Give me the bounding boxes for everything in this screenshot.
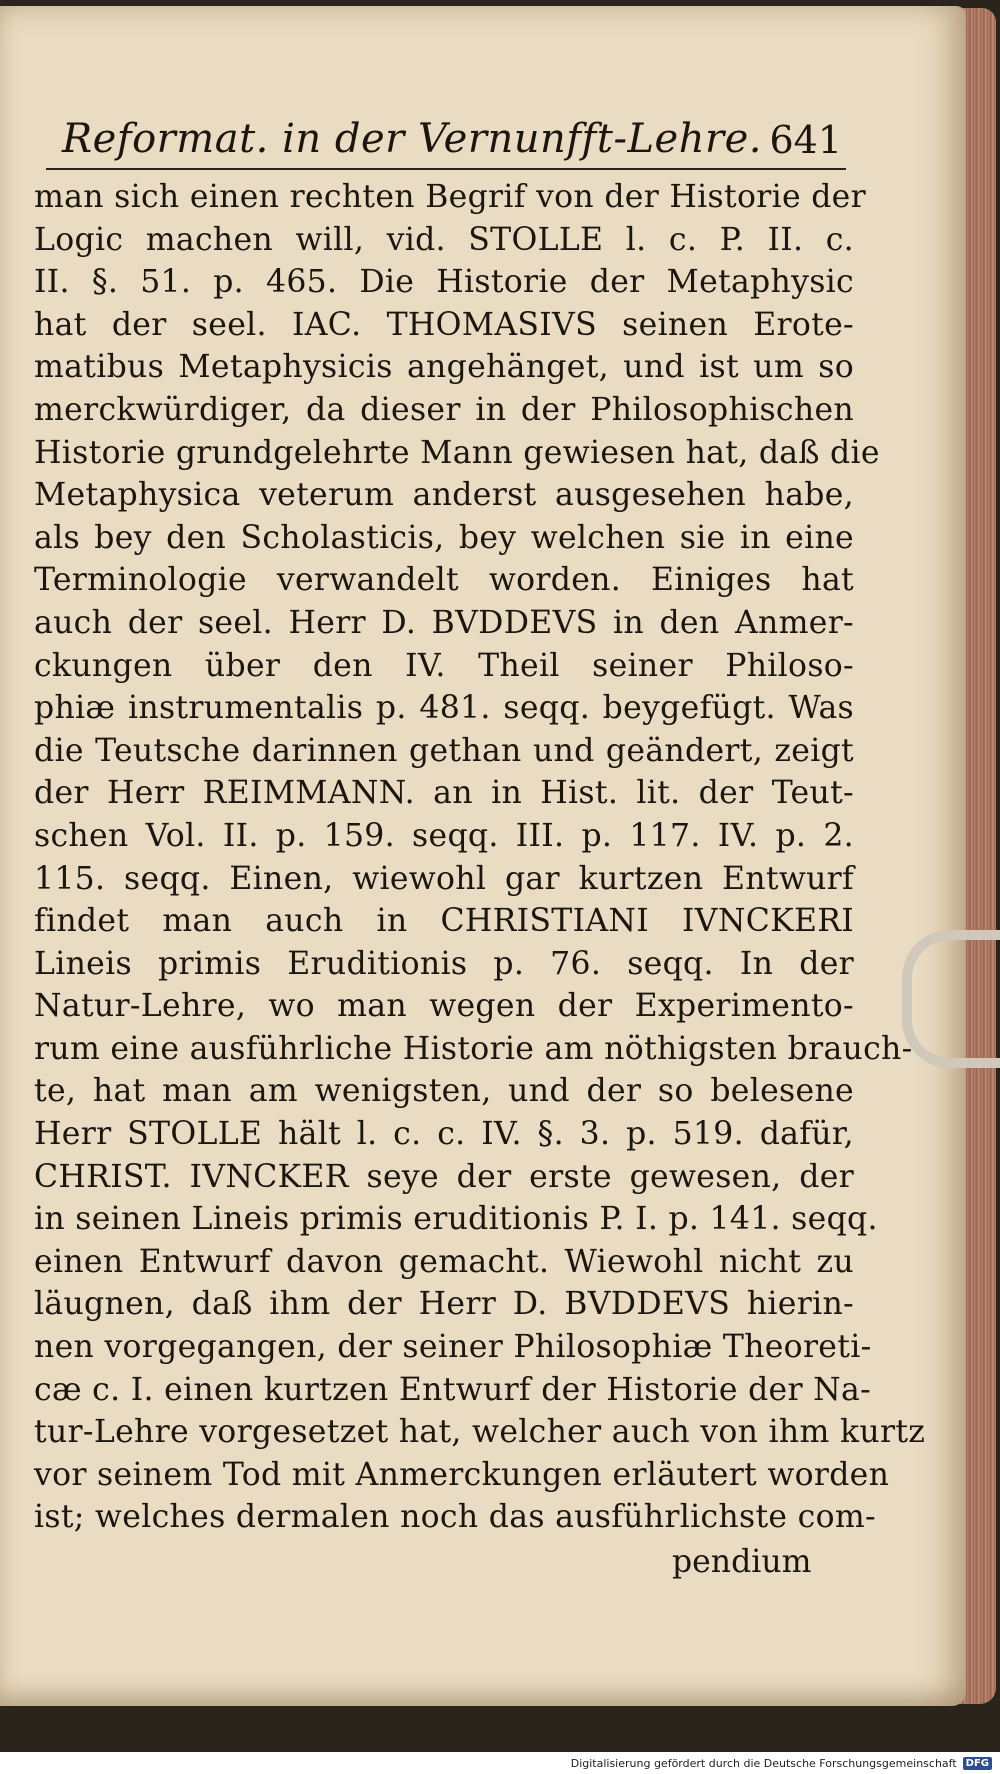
text-line: vor seinem Tod mit Anmerckungen erläutert worden bbox=[34, 1456, 890, 1493]
text-line: Metaphysica veterum anderst ausgesehen habe, bbox=[34, 477, 854, 514]
text-line: als bey den Scholasticis, bey welchen sie in eine bbox=[34, 519, 854, 556]
text-line: findet man auch in CHRISTIANI IVNCKERI bbox=[34, 903, 854, 940]
text-line: der Herr REIMMANN. an in Hist. lit. der Teut- bbox=[34, 775, 854, 812]
text-line: man sich einen rechten Begrif von der Historie der bbox=[34, 179, 866, 215]
text-line: Natur-Lehre, wo man wegen der Experimento- bbox=[34, 988, 854, 1025]
running-head: Reformat. in der Vernunfft-Lehre. bbox=[62, 116, 762, 162]
text-line: die Teutsche darinnen gethan und geändert, zeigt bbox=[34, 732, 854, 769]
text-line: ist; welches dermalen noch das ausführlichste com- bbox=[34, 1499, 876, 1536]
text-line: Lineis primis Eruditionis p. 76. seqq. In der bbox=[34, 945, 854, 982]
text-line: phiæ instrumentalis p. 481. seqq. beygefügt. Was bbox=[34, 690, 854, 727]
text-line: merckwürdiger, da dieser in der Philosophischen bbox=[34, 391, 854, 428]
text-line: Historie grundgelehrte Mann gewiesen hat, daß die bbox=[34, 434, 880, 471]
text-line: Terminologie verwandelt worden. Einiges hat bbox=[34, 562, 854, 599]
text-line: läugnen, daß ihm der Herr D. BVDDEVS hierin- bbox=[34, 1286, 854, 1323]
footer-credit-bar bbox=[0, 1752, 1000, 1774]
text-line: cæ c. I. einen kurtzen Entwurf der Historie der Na- bbox=[34, 1371, 872, 1408]
bookmark-ribbon bbox=[902, 930, 1000, 1068]
footer-credit: Digitalisierung gefördert durch die Deutsche Forschungsgemeinschaft bbox=[570, 1756, 957, 1770]
text-line: 115. seqq. Einen, wiewohl gar kurtzen Entwurf bbox=[34, 860, 854, 897]
text-line: nen vorgegangen, der seiner Philosophiæ Theoreti- bbox=[34, 1329, 872, 1366]
text-line: CHRIST. IVNCKER seye der erste gewesen, der bbox=[34, 1158, 854, 1195]
dfg-logo: DFG bbox=[963, 1757, 992, 1770]
page-header bbox=[62, 110, 842, 162]
text-line: in seinen Lineis primis eruditionis P. I. p. 141. seqq. bbox=[34, 1201, 878, 1238]
text-line: schen Vol. II. p. 159. seqq. III. p. 117. IV. p. 2. bbox=[34, 817, 854, 854]
text-line: einen Entwurf davon gemacht. Wiewohl nicht zu bbox=[34, 1243, 854, 1280]
text-line: II. §. 51. p. 465. Die Historie der Metaphysic bbox=[34, 264, 854, 301]
text-line: hat der seel. IAC. THOMASIVS seinen Erote- bbox=[34, 306, 854, 343]
catchword: pendium bbox=[672, 1544, 812, 1580]
text-line: ckungen über den IV. Theil seiner Philoso- bbox=[34, 647, 854, 684]
text-line: te, hat man am wenigsten, und der so belesene bbox=[34, 1073, 854, 1110]
page-number: 641 bbox=[769, 118, 842, 162]
body-text bbox=[34, 176, 926, 1539]
text-line: Logic machen will, vid. STOLLE l. c. P. II. c. bbox=[34, 221, 854, 258]
text-line: matibus Metaphysicis angehänget, und ist um so bbox=[34, 349, 854, 386]
text-line: tur-Lehre vorgesetzet hat, welcher auch von ihm kurtz bbox=[34, 1414, 926, 1451]
text-line: Herr STOLLE hält l. c. c. IV. §. 3. p. 519. dafür, bbox=[34, 1116, 854, 1153]
text-line: rum eine ausführliche Historie am nöthigsten brauch- bbox=[34, 1030, 913, 1067]
header-rule bbox=[46, 168, 846, 170]
text-line: auch der seel. Herr D. BVDDEVS in den Anmer- bbox=[34, 604, 854, 641]
